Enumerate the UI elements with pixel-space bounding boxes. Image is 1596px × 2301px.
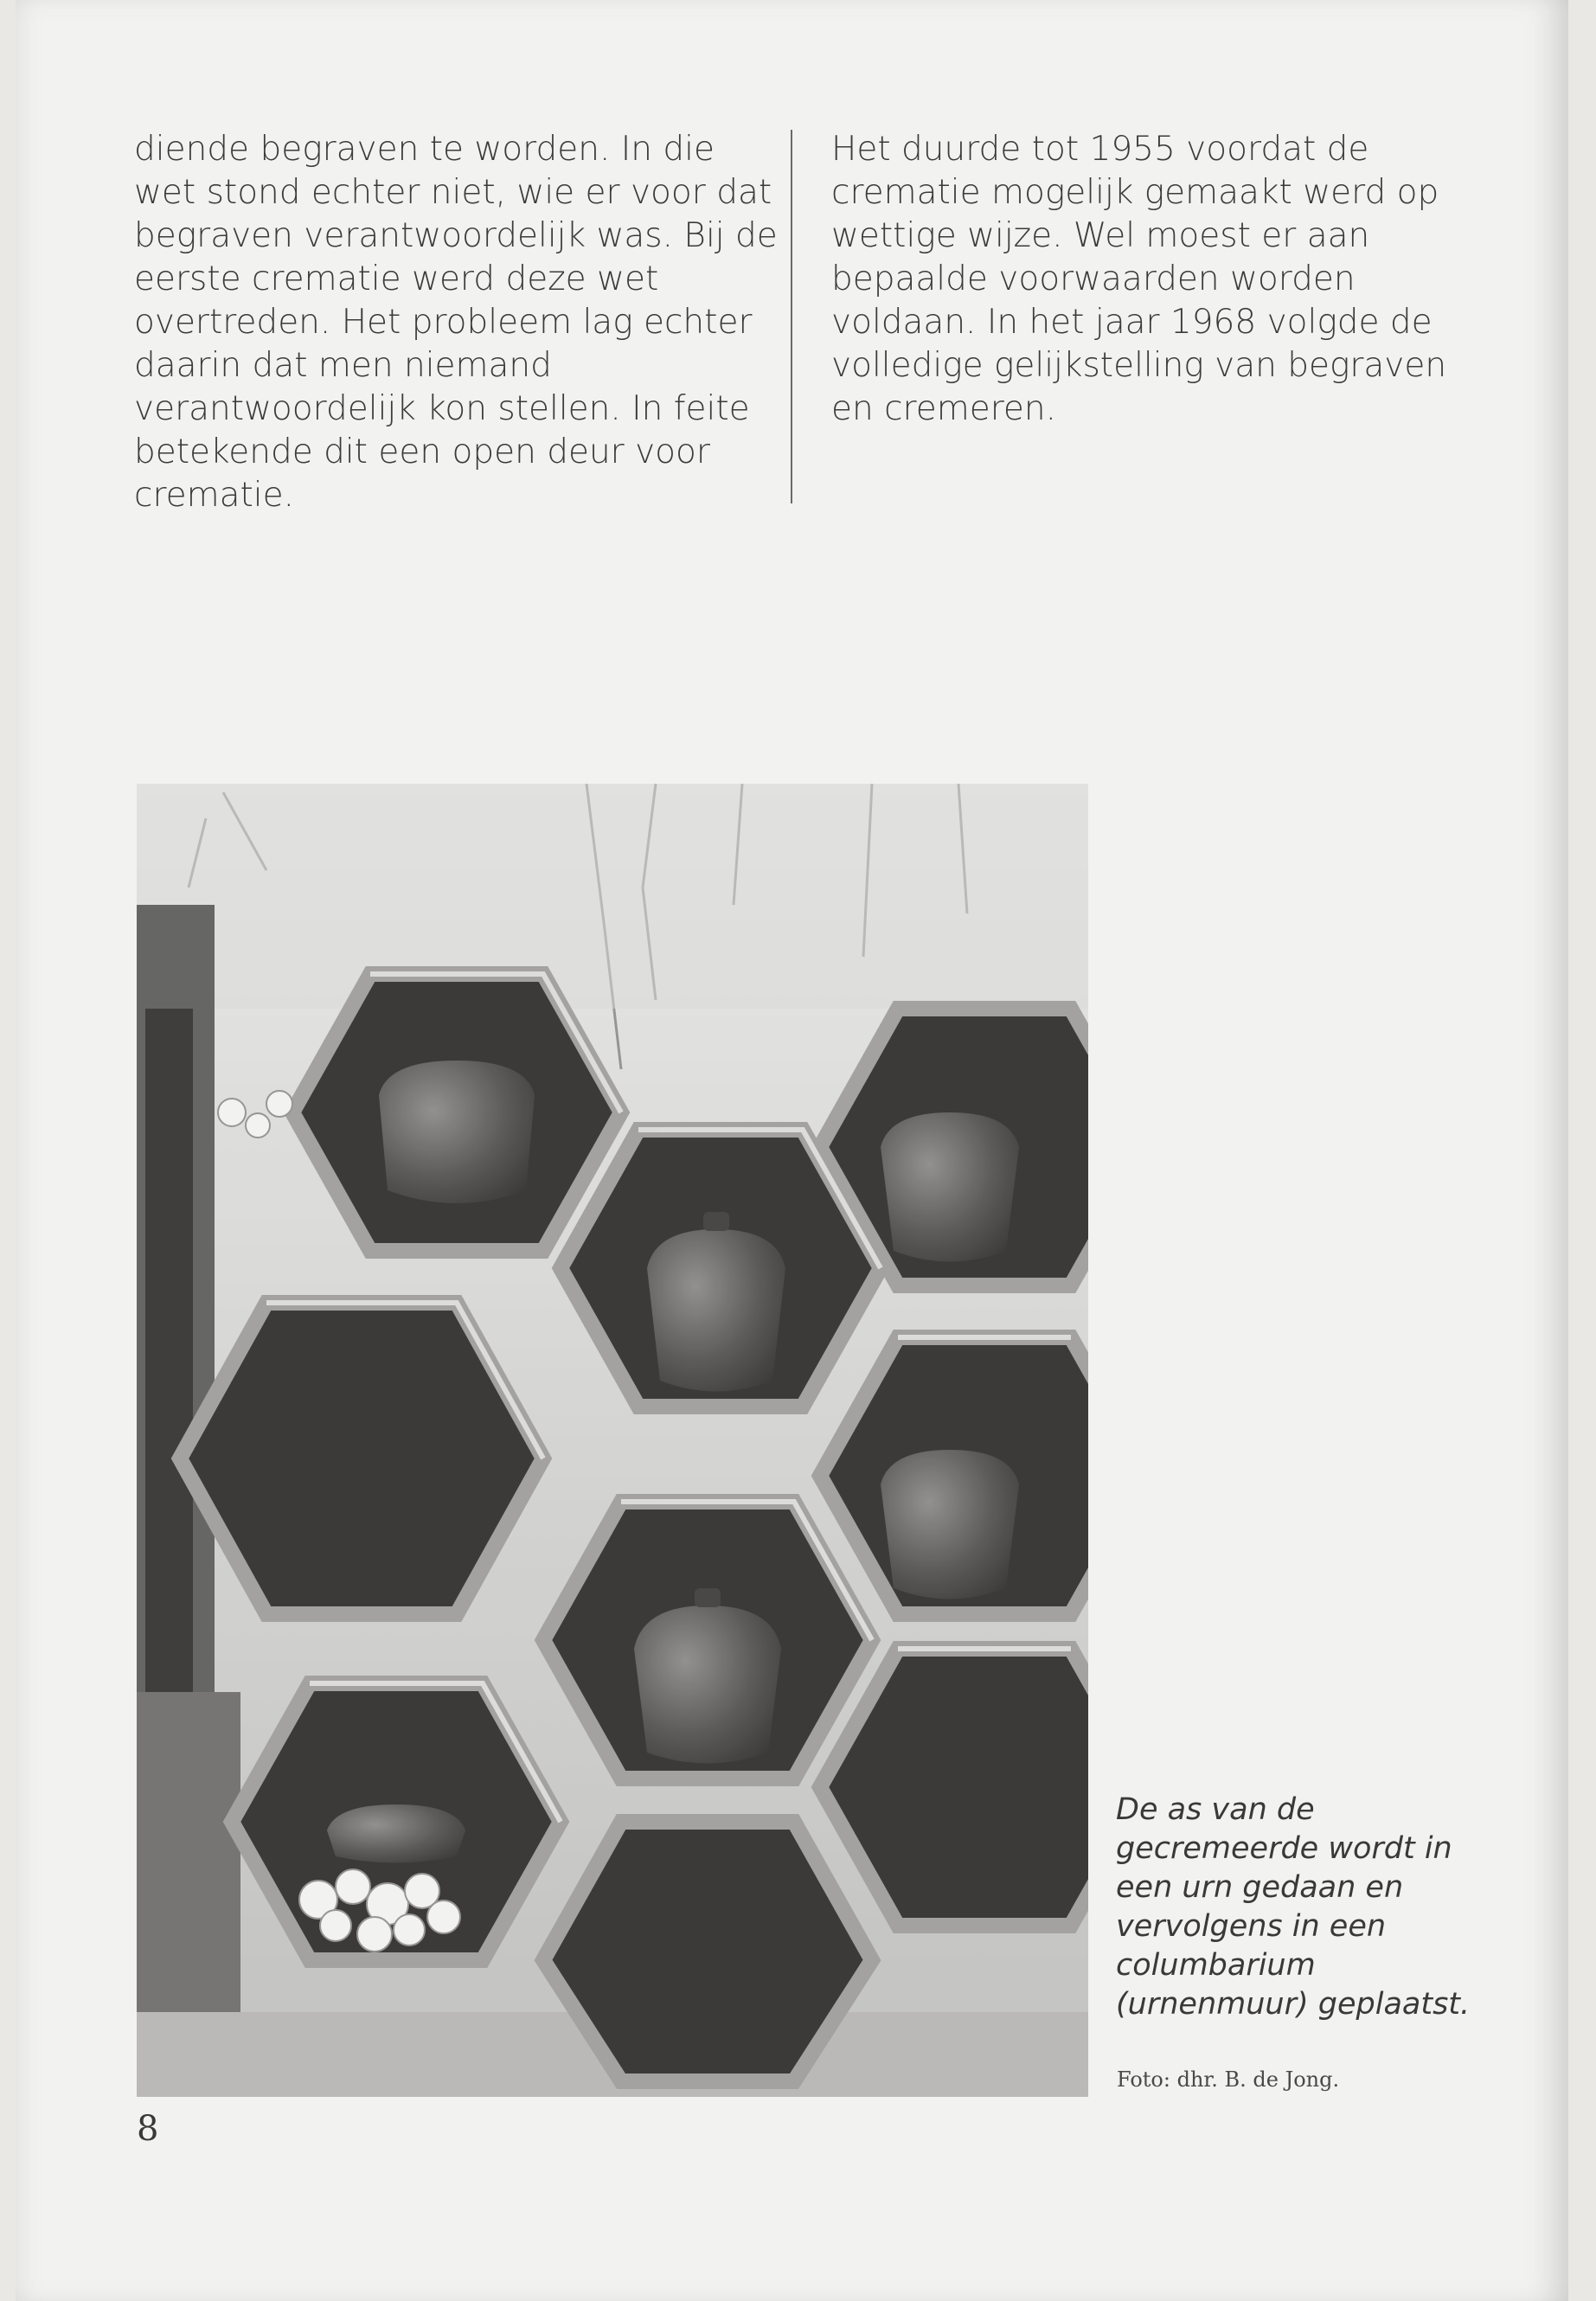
photo-credit: Foto: dhr. B. de Jong. <box>1117 2067 1340 2092</box>
body-text-left-column: diende begraven te worden. In die wet stond echter niet, wie er voor dat begraven verantwoordelijk was. Bij de eerste crematie werd deze wet overtreden. Het probleem lag echter daarin dat men niemand verantwoordelijk kon stellen. In feite betekende dit een open deur voor crematie. <box>134 130 778 515</box>
page <box>16 0 1568 2301</box>
body-text-right-column: Het duurde tot 1955 voordat de crematie mogelijk gemaakt werd op wettige wijze. Wel moest er aan bepaalde voorwaarden worden voldaan. In het jaar 1968 volgde de volledige gelijkstelling van begraven en cremeren. <box>831 130 1447 428</box>
column-divider <box>791 130 792 503</box>
page-number: 8 <box>137 2109 159 2149</box>
columbarium-photo <box>137 784 1088 2097</box>
photo-caption: De as van de gecremeerde wordt in een urn gedaan en vervolgens in een columbarium (urnenmuur) geplaatst. <box>1116 1792 1471 2022</box>
